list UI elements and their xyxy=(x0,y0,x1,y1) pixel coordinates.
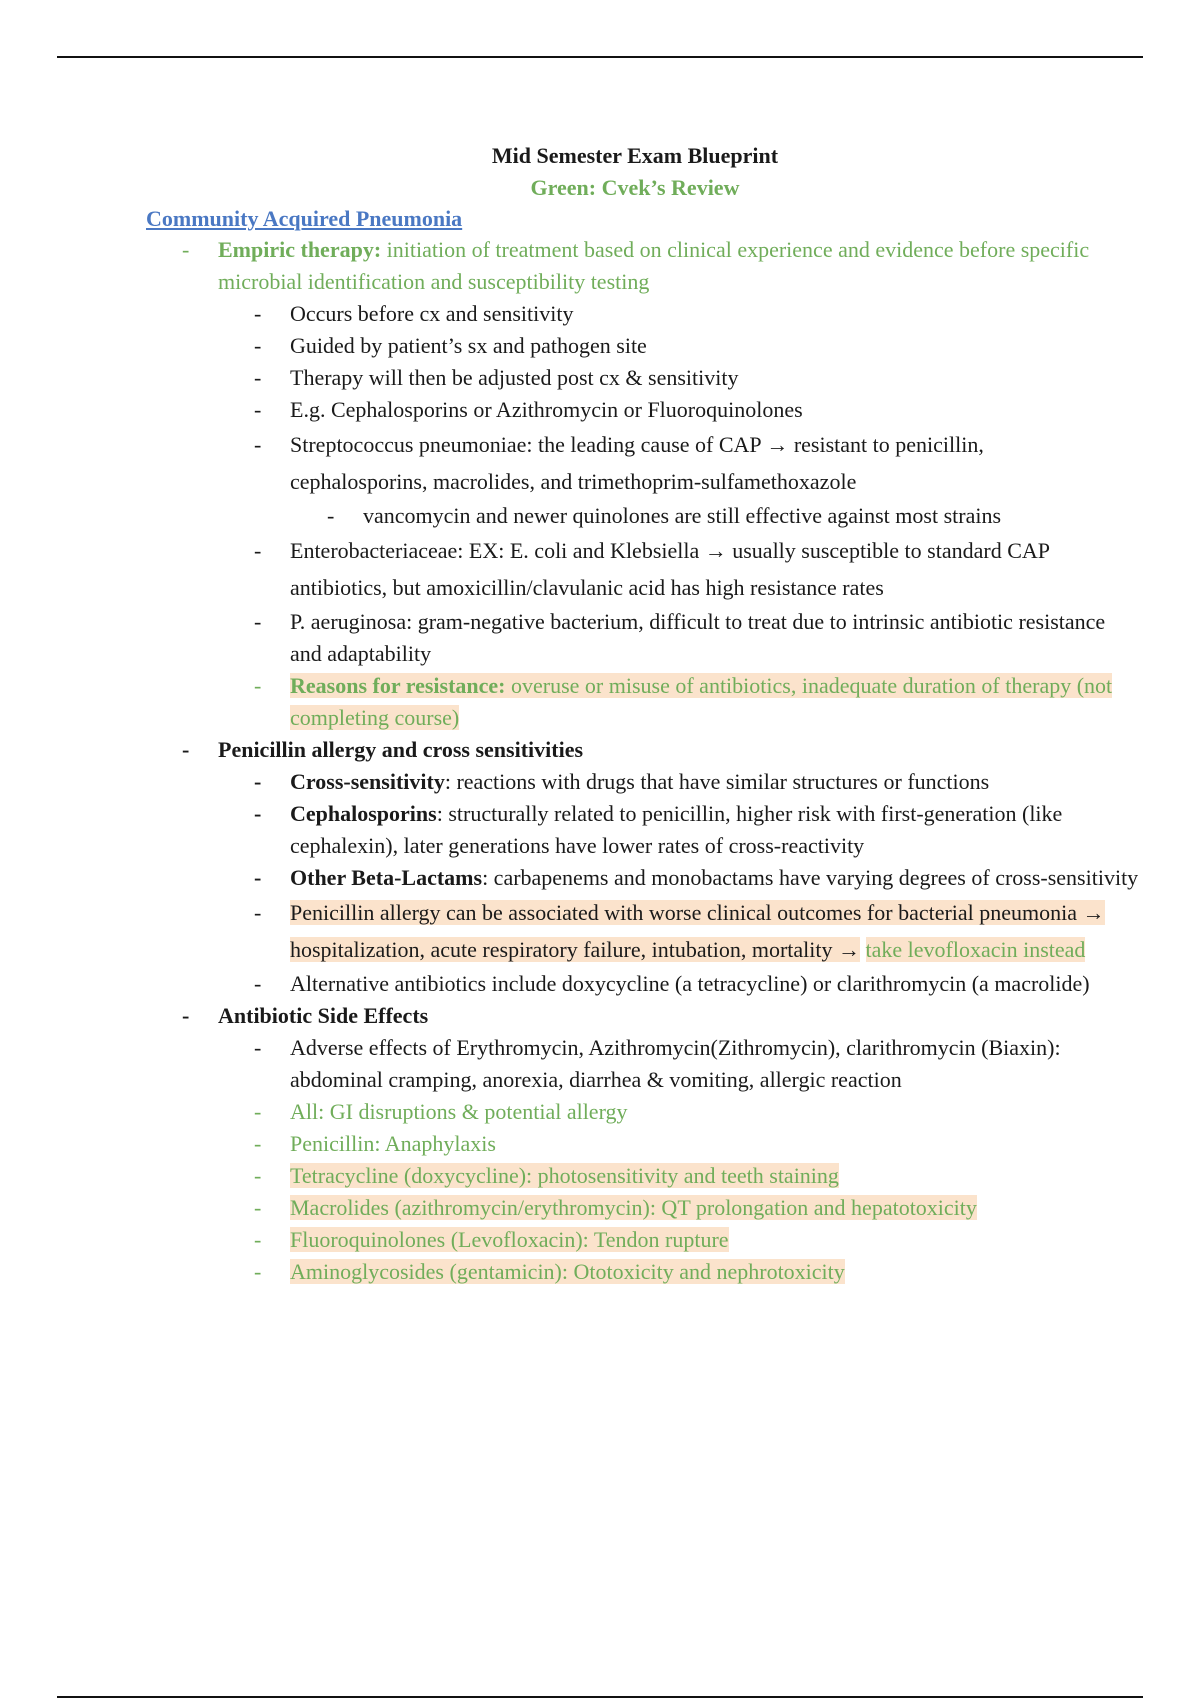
bullet-dash: - xyxy=(254,900,262,925)
bullet-dash: - xyxy=(254,971,262,996)
item-text: vancomycin and newer quinolones are still effective against most strains xyxy=(363,503,1002,528)
document-page xyxy=(0,140,1200,1288)
bullet-dash: - xyxy=(254,1163,262,1188)
list-item xyxy=(254,968,1122,1000)
item-text: Therapy will then be adjusted post cx & sensitivity xyxy=(290,365,739,390)
list-item-empiric-therapy xyxy=(182,234,1110,298)
list-item xyxy=(254,394,1122,426)
list-item xyxy=(254,1032,1122,1096)
list-item xyxy=(254,1160,1122,1192)
bullet-dash: - xyxy=(254,432,262,457)
bullet-dash: - xyxy=(254,1099,262,1124)
list-item xyxy=(254,426,1122,500)
item-text: Enterobacteriaceae: EX: E. coli and Klebsiella → usually susceptible to standard CAP antibiotics, but amoxicillin/clavulanic acid has high resistance rates xyxy=(290,538,1050,600)
resistance-text: overuse or misuse of antibiotics, inadequate duration of therapy (not completing course) xyxy=(290,673,1113,730)
bullet-dash: - xyxy=(254,365,262,390)
cross-label: Cross-sensitivity xyxy=(290,769,445,794)
empiric-label: Empiric therapy: xyxy=(218,237,382,262)
list-item xyxy=(254,362,1122,394)
bullet-dash: - xyxy=(254,801,262,826)
beta-text: : carbapenems and monobactams have varying degrees of cross-sensitivity xyxy=(482,865,1139,890)
list-item xyxy=(254,1192,1122,1224)
ceph-text: : structurally related to penicillin, higher risk with first-generation (like cephalexin), later generations have lower rates of cross-reactivity xyxy=(290,801,1063,858)
top-rule xyxy=(57,56,1143,58)
side-effects-heading: Antibiotic Side Effects xyxy=(218,1003,429,1028)
bullet-dash: - xyxy=(254,673,262,698)
bullet-dash: - xyxy=(254,865,262,890)
item-text: Streptococcus pneumoniae: the leading cause of CAP → resistant to penicillin, cephalosporins, macrolides, and trimethoprim-sulfamethoxazole xyxy=(290,432,984,494)
bullet-dash: - xyxy=(254,1035,262,1060)
bullet-dash: - xyxy=(254,1227,262,1252)
bullet-dash: - xyxy=(254,1131,262,1156)
list-item xyxy=(254,298,1122,330)
page-title: Mid Semester Exam Blueprint xyxy=(491,143,779,168)
page-subtitle: Green: Cvek’s Review xyxy=(530,175,740,200)
list-item xyxy=(254,1096,1122,1128)
bottom-rule xyxy=(57,1696,1143,1698)
list-item xyxy=(254,532,1122,606)
list-item xyxy=(254,1224,1122,1256)
list-item-side-effects xyxy=(182,1000,1110,1032)
item-text: Alternative antibiotics include doxycycline (a tetracycline) or clarithromycin (a macrolide) xyxy=(290,971,1090,996)
beta-label: Other Beta-Lactams xyxy=(290,865,483,890)
bullet-dash: - xyxy=(254,333,262,358)
item-text: Penicillin: Anaphylaxis xyxy=(290,1131,496,1156)
list-item xyxy=(254,606,1122,670)
resistance-label: Reasons for resistance: xyxy=(290,673,506,698)
outcomes-green: take levofloxacin instead xyxy=(865,937,1086,962)
ceph-label: Cephalosporins xyxy=(290,801,437,826)
item-text: All: GI disruptions & potential allergy xyxy=(290,1099,628,1124)
list-item xyxy=(254,330,1122,362)
item-text: Tetracycline (doxycycline): photosensitivity and teeth staining xyxy=(290,1163,839,1188)
bullet-dash: - xyxy=(327,503,335,528)
cross-text: : reactions with drugs that have similar structures or functions xyxy=(444,769,990,794)
list-item-resistance xyxy=(254,670,1122,734)
item-text: Occurs before cx and sensitivity xyxy=(290,301,574,326)
item-text: E.g. Cephalosporins or Azithromycin or Fluoroquinolones xyxy=(290,397,803,422)
bullet-dash: - xyxy=(254,1259,262,1284)
section-heading-cap: Community Acquired Pneumonia xyxy=(146,206,463,231)
empiric-text: initiation of treatment based on clinical experience and evidence before specific microbial identification and susceptibility testing xyxy=(218,237,1090,294)
list-item xyxy=(327,500,1090,532)
list-item xyxy=(254,1256,1122,1288)
item-text: Fluoroquinolones (Levofloxacin): Tendon rupture xyxy=(290,1227,729,1252)
bullet-dash: - xyxy=(254,538,262,563)
item-text: Adverse effects of Erythromycin, Azithromycin(Zithromycin), clarithromycin (Biaxin): abdominal cramping, anorexia, diarrhea & vomiting, allergic reaction xyxy=(290,1035,1061,1092)
bullet-dash: - xyxy=(254,301,262,326)
bullet-dash: - xyxy=(254,397,262,422)
bullet-dash: - xyxy=(254,769,262,794)
list-item-outcomes xyxy=(254,894,1122,968)
outcomes-text: Penicillin allergy can be associated with worse clinical outcomes for bacterial pneumonia → hospitalization, acute respiratory failure, intubation, mortality → xyxy=(290,900,1105,962)
item-text: P. aeruginosa: gram-negative bacterium, difficult to treat due to intrinsic antibiotic resistance and adaptability xyxy=(290,609,1106,666)
item-text: Guided by patient’s sx and pathogen site xyxy=(290,333,647,358)
list-item xyxy=(254,798,1122,862)
bullet-dash: - xyxy=(254,1195,262,1220)
bullet-dash: - xyxy=(182,737,190,762)
list-item xyxy=(254,766,1122,798)
allergy-heading: Penicillin allergy and cross sensitivities xyxy=(218,737,584,762)
bullet-dash: - xyxy=(182,237,190,262)
bullet-dash: - xyxy=(254,609,262,634)
bullet-dash: - xyxy=(182,1003,190,1028)
list-item xyxy=(254,1128,1122,1160)
item-text: Aminoglycosides (gentamicin): Ototoxicity and nephrotoxicity xyxy=(290,1259,845,1284)
list-item xyxy=(254,862,1140,894)
item-text: Macrolides (azithromycin/erythromycin): QT prolongation and hepatotoxicity xyxy=(290,1195,977,1220)
list-item-penicillin-allergy xyxy=(182,734,1110,766)
